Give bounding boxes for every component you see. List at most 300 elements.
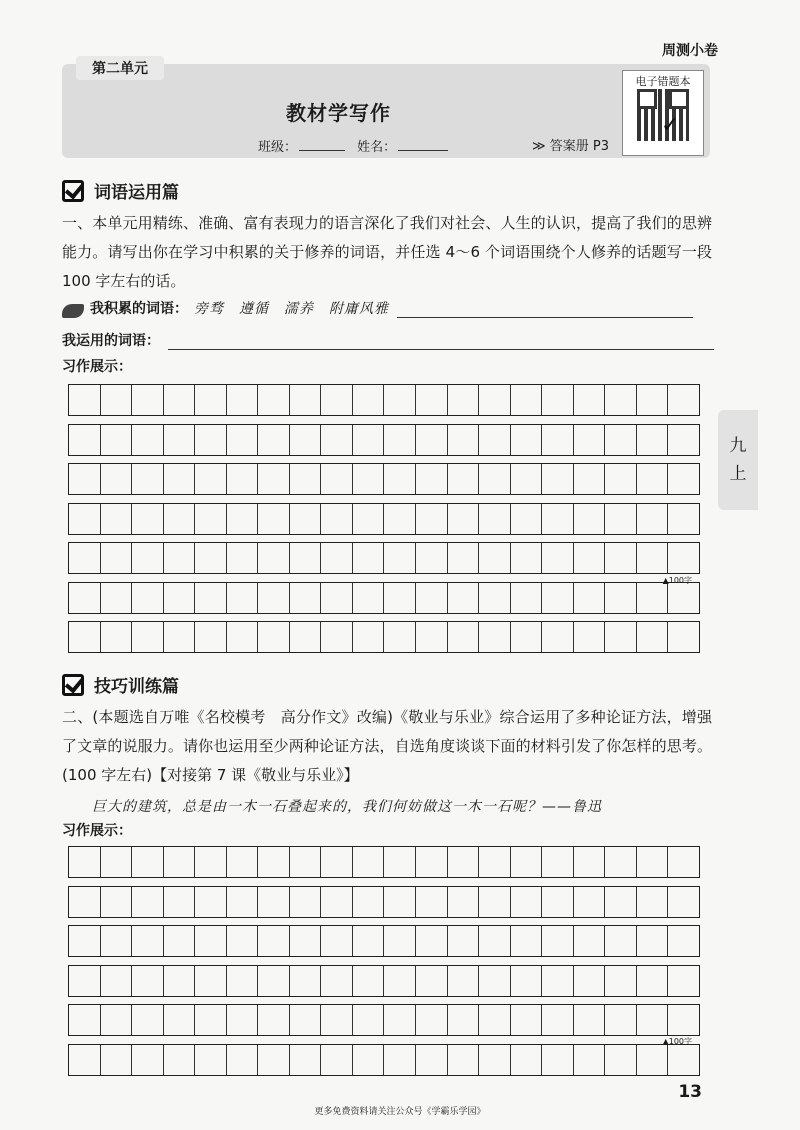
grid-cell[interactable]	[164, 504, 196, 534]
grid-cell[interactable]	[574, 887, 606, 917]
grid-cell[interactable]	[164, 847, 196, 877]
grid-cell[interactable]	[69, 1005, 101, 1035]
grid-cell[interactable]	[227, 926, 259, 956]
grid-cell[interactable]	[353, 543, 385, 573]
grid-cell[interactable]	[479, 425, 511, 455]
grid-cell[interactable]	[258, 425, 290, 455]
grid-cell[interactable]	[668, 926, 699, 956]
grid-cell[interactable]	[195, 504, 227, 534]
grid-cell[interactable]	[290, 583, 322, 613]
grid-cell[interactable]	[637, 887, 669, 917]
grid-cell[interactable]	[605, 622, 637, 652]
grid-cell[interactable]	[448, 622, 480, 652]
grid-cell[interactable]	[511, 966, 543, 996]
grid-cell[interactable]	[668, 1045, 699, 1075]
grid-cell[interactable]	[321, 504, 353, 534]
grid-cell[interactable]	[511, 504, 543, 534]
writing-grid-one[interactable]	[68, 384, 700, 656]
grid-cell[interactable]	[479, 966, 511, 996]
grid-cell[interactable]	[321, 583, 353, 613]
grid-cell[interactable]	[448, 1045, 480, 1075]
grid-cell[interactable]	[258, 847, 290, 877]
grid-cell[interactable]	[384, 926, 416, 956]
grid-cell[interactable]	[132, 1045, 164, 1075]
grid-cell[interactable]	[69, 926, 101, 956]
grid-cell[interactable]	[195, 887, 227, 917]
name-blank[interactable]	[398, 150, 448, 151]
grid-row[interactable]	[68, 424, 700, 456]
grid-cell[interactable]	[511, 1005, 543, 1035]
grid-cell[interactable]	[227, 425, 259, 455]
grid-cell[interactable]	[574, 464, 606, 494]
grid-cell[interactable]	[574, 847, 606, 877]
grid-cell[interactable]	[637, 583, 669, 613]
accumulated-words-line	[62, 298, 693, 318]
grid-cell[interactable]	[542, 464, 574, 494]
grid-cell[interactable]	[258, 543, 290, 573]
quote-text: 巨大的建筑，总是由一木一石叠起来的，我们何妨做这一木一石呢？——鲁迅	[92, 799, 602, 815]
word-count-mark: ▲100字	[662, 1037, 692, 1046]
grid-cell[interactable]	[448, 583, 480, 613]
grid-cell[interactable]	[101, 622, 133, 652]
grid-cell[interactable]	[353, 1045, 385, 1075]
grid-cell[interactable]	[353, 847, 385, 877]
grid-cell[interactable]	[101, 847, 133, 877]
class-label: 班级：	[258, 140, 298, 155]
grid-cell[interactable]	[101, 385, 133, 415]
grid-cell[interactable]	[227, 847, 259, 877]
grid-cell[interactable]	[321, 622, 353, 652]
grid-cell[interactable]	[164, 543, 196, 573]
grid-cell[interactable]	[668, 583, 699, 613]
grid-cell[interactable]	[448, 464, 480, 494]
grid-cell[interactable]	[448, 425, 480, 455]
grid-cell[interactable]	[542, 385, 574, 415]
grid-cell[interactable]	[479, 1045, 511, 1075]
grid-cell[interactable]	[511, 622, 543, 652]
grid-cell[interactable]	[164, 1045, 196, 1075]
grid-cell[interactable]	[542, 622, 574, 652]
grid-cell[interactable]	[258, 504, 290, 534]
grid-cell[interactable]	[637, 1045, 669, 1075]
grid-cell[interactable]	[227, 887, 259, 917]
grid-cell[interactable]	[384, 622, 416, 652]
grid-row[interactable]	[68, 542, 700, 574]
grid-cell[interactable]	[321, 1005, 353, 1035]
grid-cell[interactable]	[195, 583, 227, 613]
grid-cell[interactable]	[290, 543, 322, 573]
grid-cell[interactable]	[69, 966, 101, 996]
grid-cell[interactable]	[668, 385, 699, 415]
grid-cell[interactable]	[416, 425, 448, 455]
grid-cell[interactable]	[353, 425, 385, 455]
grid-cell[interactable]	[132, 543, 164, 573]
grid-cell[interactable]	[69, 464, 101, 494]
grid-cell[interactable]	[258, 887, 290, 917]
grid-cell[interactable]	[69, 1045, 101, 1075]
grid-cell[interactable]	[290, 926, 322, 956]
grid-cell[interactable]	[227, 504, 259, 534]
grid-cell[interactable]	[101, 504, 133, 534]
grid-cell[interactable]	[479, 583, 511, 613]
accumulated-blank[interactable]	[397, 316, 693, 318]
grid-cell[interactable]	[227, 1005, 259, 1035]
grid-cell[interactable]	[164, 887, 196, 917]
grid-cell[interactable]	[511, 887, 543, 917]
grid-cell[interactable]	[290, 847, 322, 877]
display-label-text: 习作展示：	[62, 359, 132, 375]
grid-cell[interactable]	[258, 385, 290, 415]
grid-cell[interactable]	[101, 464, 133, 494]
class-blank[interactable]	[299, 150, 345, 151]
grid-cell[interactable]	[101, 966, 133, 996]
grid-cell[interactable]	[69, 425, 101, 455]
leaf-icon	[62, 304, 84, 318]
grid-cell[interactable]	[69, 385, 101, 415]
grid-cell[interactable]	[448, 504, 480, 534]
used-words-blank[interactable]	[168, 348, 714, 350]
grid-cell[interactable]	[132, 926, 164, 956]
qr-label: 电子错题本	[635, 75, 691, 88]
grid-cell[interactable]	[164, 926, 196, 956]
grid-cell[interactable]	[290, 385, 322, 415]
grid-cell[interactable]	[511, 583, 543, 613]
grid-cell[interactable]	[69, 543, 101, 573]
grid-cell[interactable]	[479, 622, 511, 652]
grid-cell[interactable]	[448, 1005, 480, 1035]
grid-cell[interactable]	[290, 504, 322, 534]
grid-cell[interactable]	[479, 504, 511, 534]
grid-row[interactable]	[68, 463, 700, 495]
grid-cell[interactable]	[479, 926, 511, 956]
grid-cell[interactable]	[353, 583, 385, 613]
grid-cell[interactable]	[479, 543, 511, 573]
grid-cell[interactable]	[353, 622, 385, 652]
grid-cell[interactable]	[511, 425, 543, 455]
grid-cell[interactable]	[227, 464, 259, 494]
grid-cell[interactable]	[164, 385, 196, 415]
grid-cell[interactable]	[164, 425, 196, 455]
grid-cell[interactable]	[574, 622, 606, 652]
grid-cell[interactable]	[448, 385, 480, 415]
grid-cell[interactable]	[258, 464, 290, 494]
grid-cell[interactable]	[195, 1045, 227, 1075]
grid-row[interactable]	[68, 503, 700, 535]
grid-cell[interactable]	[101, 926, 133, 956]
grid-cell[interactable]	[384, 504, 416, 534]
grid-cell[interactable]	[195, 464, 227, 494]
grid-cell[interactable]	[542, 1005, 574, 1035]
grid-cell[interactable]	[258, 1045, 290, 1075]
grid-cell[interactable]	[195, 622, 227, 652]
grid-cell[interactable]	[542, 926, 574, 956]
grid-cell[interactable]	[637, 966, 669, 996]
grid-cell[interactable]	[321, 543, 353, 573]
grid-cell[interactable]	[321, 887, 353, 917]
grid-cell[interactable]	[132, 966, 164, 996]
grid-cell[interactable]	[574, 1045, 606, 1075]
checkbox-icon	[62, 674, 84, 696]
grid-cell[interactable]	[511, 464, 543, 494]
grid-cell[interactable]	[637, 1005, 669, 1035]
writing-grid-two[interactable]	[68, 846, 700, 1078]
grid-cell[interactable]	[384, 966, 416, 996]
grid-cell[interactable]	[416, 926, 448, 956]
grid-cell[interactable]	[384, 847, 416, 877]
grid-cell[interactable]	[353, 385, 385, 415]
grade-side-tab	[718, 410, 758, 510]
grid-cell[interactable]	[195, 425, 227, 455]
grid-cell[interactable]	[416, 543, 448, 573]
grid-cell[interactable]	[164, 1005, 196, 1035]
grid-cell[interactable]	[542, 847, 574, 877]
grid-cell[interactable]	[668, 425, 699, 455]
grid-cell[interactable]	[416, 622, 448, 652]
grid-cell[interactable]	[227, 583, 259, 613]
grid-cell[interactable]	[290, 887, 322, 917]
grid-cell[interactable]	[605, 1005, 637, 1035]
grid-row[interactable]	[68, 846, 700, 878]
page-title: 教材学写作	[286, 101, 391, 125]
grid-cell[interactable]	[132, 1005, 164, 1035]
question-one: 一、本单元用精练、准确、富有表现力的语言深化了我们对社会、人生的认识，提高了我们的思辨能力。请写出你在学习中积累的关于修养的词语，并任选 4～6 个词语围绕个人修养的话题写一段 100 字左右的话。	[62, 214, 712, 290]
grid-cell[interactable]	[668, 1005, 699, 1035]
grid-cell[interactable]	[164, 464, 196, 494]
grid-cell[interactable]	[195, 1005, 227, 1035]
grid-cell[interactable]	[258, 926, 290, 956]
grid-cell[interactable]	[448, 887, 480, 917]
grid-cell[interactable]	[384, 1045, 416, 1075]
grid-cell[interactable]	[258, 622, 290, 652]
grid-cell[interactable]	[479, 847, 511, 877]
side-tab-line1: 九	[729, 436, 747, 456]
grid-cell[interactable]	[668, 543, 699, 573]
grid-cell[interactable]	[321, 425, 353, 455]
grid-cell[interactable]	[69, 847, 101, 877]
grid-cell[interactable]	[574, 926, 606, 956]
grid-cell[interactable]	[227, 1045, 259, 1075]
grid-row[interactable]	[68, 621, 700, 653]
grid-cell[interactable]	[542, 583, 574, 613]
grid-cell[interactable]	[164, 622, 196, 652]
grid-cell[interactable]	[195, 847, 227, 877]
grid-cell[interactable]	[479, 887, 511, 917]
grid-cell[interactable]	[605, 1045, 637, 1075]
grid-cell[interactable]	[668, 504, 699, 534]
grid-cell[interactable]	[101, 1045, 133, 1075]
grid-cell[interactable]	[353, 966, 385, 996]
grid-cell[interactable]	[416, 504, 448, 534]
grid-cell[interactable]	[542, 425, 574, 455]
grid-cell[interactable]	[353, 887, 385, 917]
grid-cell[interactable]	[668, 887, 699, 917]
grid-cell[interactable]	[69, 887, 101, 917]
grid-cell[interactable]	[384, 543, 416, 573]
grid-cell[interactable]	[353, 464, 385, 494]
footer-note: 更多免费资料请关注公众号《学霸乐学园》	[314, 1107, 486, 1117]
grid-cell[interactable]	[479, 1005, 511, 1035]
grid-cell[interactable]	[416, 887, 448, 917]
grid-cell[interactable]	[321, 966, 353, 996]
question-two: 二、(本题选自万唯《名校模考 高分作文》改编)《敬业与乐业》综合运用了多种论证方法，增强了文章的说服力。请你也运用至少两种论证方法，自选角度谈谈下面的材料引发了你怎样的思考。(100 字左右)【对接第 7 课《敬业与乐业》】	[62, 708, 712, 784]
grid-cell[interactable]	[416, 385, 448, 415]
grid-cell[interactable]	[605, 966, 637, 996]
grid-cell[interactable]	[195, 966, 227, 996]
grid-cell[interactable]	[574, 966, 606, 996]
grid-cell[interactable]	[574, 385, 606, 415]
grid-cell[interactable]	[542, 1045, 574, 1075]
grid-cell[interactable]	[605, 425, 637, 455]
grid-cell[interactable]	[605, 583, 637, 613]
grid-cell[interactable]	[511, 385, 543, 415]
grid-cell[interactable]	[416, 1005, 448, 1035]
grid-cell[interactable]	[605, 543, 637, 573]
grid-cell[interactable]	[542, 543, 574, 573]
grid-cell[interactable]	[448, 966, 480, 996]
grid-cell[interactable]	[605, 847, 637, 877]
grid-cell[interactable]	[290, 425, 322, 455]
grid-cell[interactable]	[384, 1005, 416, 1035]
grid-cell[interactable]	[353, 926, 385, 956]
grid-cell[interactable]	[542, 887, 574, 917]
grid-cell[interactable]	[542, 966, 574, 996]
grid-cell[interactable]	[574, 1005, 606, 1035]
grid-cell[interactable]	[227, 622, 259, 652]
grid-cell[interactable]	[574, 504, 606, 534]
grid-cell[interactable]	[195, 385, 227, 415]
grid-cell[interactable]	[132, 847, 164, 877]
grid-cell[interactable]	[321, 385, 353, 415]
grid-cell[interactable]	[69, 622, 101, 652]
grid-cell[interactable]	[479, 464, 511, 494]
grid-cell[interactable]	[542, 504, 574, 534]
grid-row[interactable]	[68, 925, 700, 957]
grid-cell[interactable]	[290, 966, 322, 996]
grid-cell[interactable]	[637, 504, 669, 534]
grid-row[interactable]	[68, 965, 700, 997]
grid-cell[interactable]	[101, 583, 133, 613]
grid-cell[interactable]	[258, 583, 290, 613]
grid-cell[interactable]	[258, 1005, 290, 1035]
grid-cell[interactable]	[416, 847, 448, 877]
grid-cell[interactable]	[448, 847, 480, 877]
grid-cell[interactable]	[605, 926, 637, 956]
grid-cell[interactable]	[195, 543, 227, 573]
grid-cell[interactable]	[290, 464, 322, 494]
grid-cell[interactable]	[637, 543, 669, 573]
grid-cell[interactable]	[384, 887, 416, 917]
name-label: 姓名：	[357, 140, 397, 155]
grid-cell[interactable]	[637, 847, 669, 877]
grid-cell[interactable]	[164, 583, 196, 613]
grid-cell[interactable]	[258, 966, 290, 996]
grid-cell[interactable]	[637, 464, 669, 494]
grid-cell[interactable]	[132, 887, 164, 917]
grid-cell[interactable]	[132, 464, 164, 494]
grid-cell[interactable]	[227, 543, 259, 573]
grid-row[interactable]	[68, 582, 700, 614]
grid-cell[interactable]	[574, 425, 606, 455]
grid-row[interactable]	[68, 886, 700, 918]
grid-cell[interactable]	[321, 847, 353, 877]
grid-cell[interactable]	[416, 966, 448, 996]
grid-row[interactable]	[68, 1004, 700, 1036]
grid-cell[interactable]	[132, 622, 164, 652]
grid-row[interactable]	[68, 384, 700, 416]
grid-cell[interactable]	[321, 926, 353, 956]
grid-cell[interactable]	[101, 543, 133, 573]
grid-cell[interactable]	[69, 583, 101, 613]
grid-cell[interactable]	[195, 926, 227, 956]
grid-cell[interactable]	[511, 543, 543, 573]
grid-cell[interactable]	[321, 1045, 353, 1075]
grid-cell[interactable]	[384, 464, 416, 494]
grid-cell[interactable]	[384, 425, 416, 455]
grid-cell[interactable]	[668, 966, 699, 996]
student-info-line	[258, 136, 456, 155]
grid-cell[interactable]	[668, 464, 699, 494]
grid-cell[interactable]	[605, 887, 637, 917]
grid-cell[interactable]	[227, 966, 259, 996]
grid-cell[interactable]	[164, 966, 196, 996]
grid-cell[interactable]	[605, 464, 637, 494]
grid-cell[interactable]	[132, 385, 164, 415]
grid-cell[interactable]	[101, 1005, 133, 1035]
grid-cell[interactable]	[574, 583, 606, 613]
unit-label: 第二单元	[76, 56, 164, 80]
grid-cell[interactable]	[416, 1045, 448, 1075]
grid-cell[interactable]	[416, 464, 448, 494]
answer-reference	[532, 135, 609, 154]
grid-cell[interactable]	[448, 926, 480, 956]
grid-cell[interactable]	[290, 1045, 322, 1075]
accumulated-words: 旁骛 遵循 濡养 附庸风雅	[194, 301, 389, 317]
grid-cell[interactable]	[511, 847, 543, 877]
grid-cell[interactable]	[668, 622, 699, 652]
grid-cell[interactable]	[384, 583, 416, 613]
grid-cell[interactable]	[69, 504, 101, 534]
grid-cell[interactable]	[290, 622, 322, 652]
grid-cell[interactable]	[101, 887, 133, 917]
grid-cell[interactable]	[637, 926, 669, 956]
grid-cell[interactable]	[605, 504, 637, 534]
grid-cell[interactable]	[637, 385, 669, 415]
grid-cell[interactable]	[605, 385, 637, 415]
grid-cell[interactable]	[384, 385, 416, 415]
grid-cell[interactable]	[132, 583, 164, 613]
grid-cell[interactable]	[290, 1005, 322, 1035]
grid-cell[interactable]	[132, 425, 164, 455]
grid-cell[interactable]	[101, 425, 133, 455]
grid-cell[interactable]	[574, 543, 606, 573]
grid-cell[interactable]	[637, 425, 669, 455]
grid-cell[interactable]	[353, 1005, 385, 1035]
grid-cell[interactable]	[668, 847, 699, 877]
grid-cell[interactable]	[637, 622, 669, 652]
grid-cell[interactable]	[448, 543, 480, 573]
grid-cell[interactable]	[132, 504, 164, 534]
section-heading-text: 技巧训练篇	[94, 677, 179, 697]
grid-row[interactable]	[68, 1044, 700, 1076]
grid-cell[interactable]	[511, 926, 543, 956]
grid-cell[interactable]	[227, 385, 259, 415]
grid-cell[interactable]	[353, 504, 385, 534]
qr-panel[interactable]	[622, 70, 704, 156]
grid-cell[interactable]	[416, 583, 448, 613]
grid-cell[interactable]	[479, 385, 511, 415]
grid-cell[interactable]	[511, 1045, 543, 1075]
grid-cell[interactable]	[321, 464, 353, 494]
